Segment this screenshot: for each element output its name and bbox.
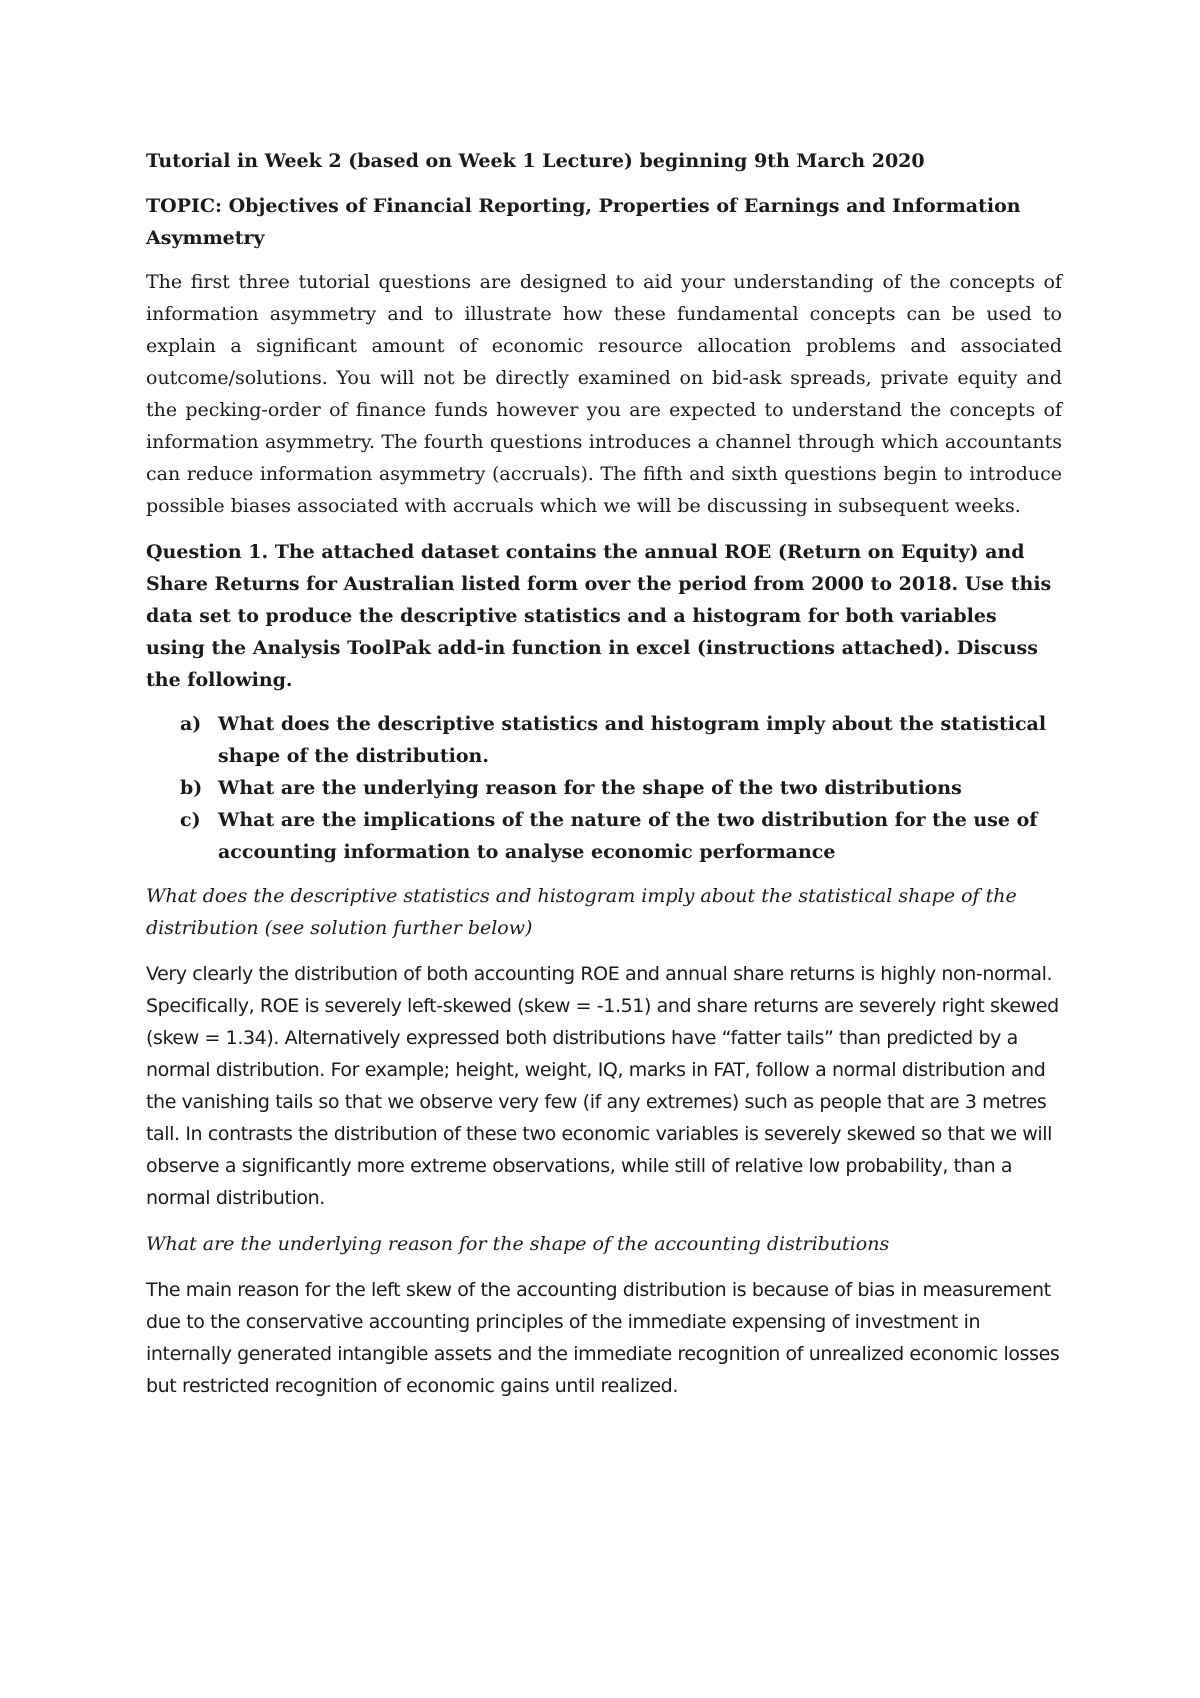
subquestion-marker: a): [180, 713, 202, 735]
subquestion-text: What are the implications of the nature of the two distribution for the use of accounting information to analyse economic performance: [218, 809, 1038, 863]
document-content: [146, 146, 1062, 1416]
answer-a-heading: What does the descriptive statistics and histogram imply about the statistical shape of the distribution (see solution further below): [146, 885, 1017, 939]
subquestion-marker: b): [180, 777, 203, 799]
topic-heading: TOPIC: Objectives of Financial Reporting, Properties of Earnings and Information Asymmetry: [146, 195, 1021, 249]
answer-b-heading: What are the underlying reason for the shape of the accounting distributions: [146, 1233, 890, 1255]
subquestion-list: [146, 708, 1062, 868]
question-1: Question 1. The attached dataset contains the annual ROE (Return on Equity) and Share Returns for Australian listed form over the period from 2000 to 2018. Use this data set to produce the descriptive statistics and a histogram for both variables using the Analysis ToolPak add-in function in excel (instructions attached). Discuss the following.: [146, 541, 1052, 691]
intro-paragraph: The first three tutorial questions are designed to aid your understanding of the concepts of information asymmetry and to illustrate how these fundamental concepts can be used to explain a significant amount of economic resource allocation problems and associated outcome/solutions. You will not be directly examined on bid-ask spreads, private equity and the pecking-order of finance funds however you are expected to understand the concepts of information asymmetry. The fourth questions introduces a channel through which accountants can reduce information asymmetry (accruals). The fifth and sixth questions begin to introduce possible biases associated with accruals which we will be discussing in subsequent weeks.: [146, 271, 1062, 517]
subquestion-a: [146, 708, 1062, 772]
subquestion-b: [146, 772, 1062, 804]
subquestion-text: What are the underlying reason for the shape of the two distributions: [218, 777, 962, 799]
answer-b-body: The main reason for the left skew of the accounting distribution is because of bias in measurement due to the conservative accounting principles of the immediate expensing of investment in internally generated intangible assets and the immediate recognition of unrealized economic losses but restricted recognition of economic gains until realized.: [146, 1279, 1060, 1397]
answer-a-body: Very clearly the distribution of both accounting ROE and annual share returns is highly non-normal. Specifically, ROE is severely left-skewed (skew = -1.51) and share returns are severely right skewed (skew = 1.34). Alternatively expressed both distributions have “fatter tails” than predicted by a normal distribution. For example; height, weight, IQ, marks in FAT, follow a normal distribution and the vanishing tails so that we observe very few (if any extremes) such as people that are 3 metres tall. In contrasts the distribution of these two economic variables is severely skewed so that we will observe a significantly more extreme observations, while still of relative low probability, than a normal distribution.: [146, 963, 1059, 1209]
subquestion-text: What does the descriptive statistics and histogram imply about the statistical shape of the distribution.: [218, 713, 1047, 767]
tutorial-title: Tutorial in Week 2 (based on Week 1 Lecture) beginning 9th March 2020: [146, 150, 925, 172]
subquestion-marker: c): [180, 809, 201, 831]
subquestion-c: [146, 804, 1062, 868]
